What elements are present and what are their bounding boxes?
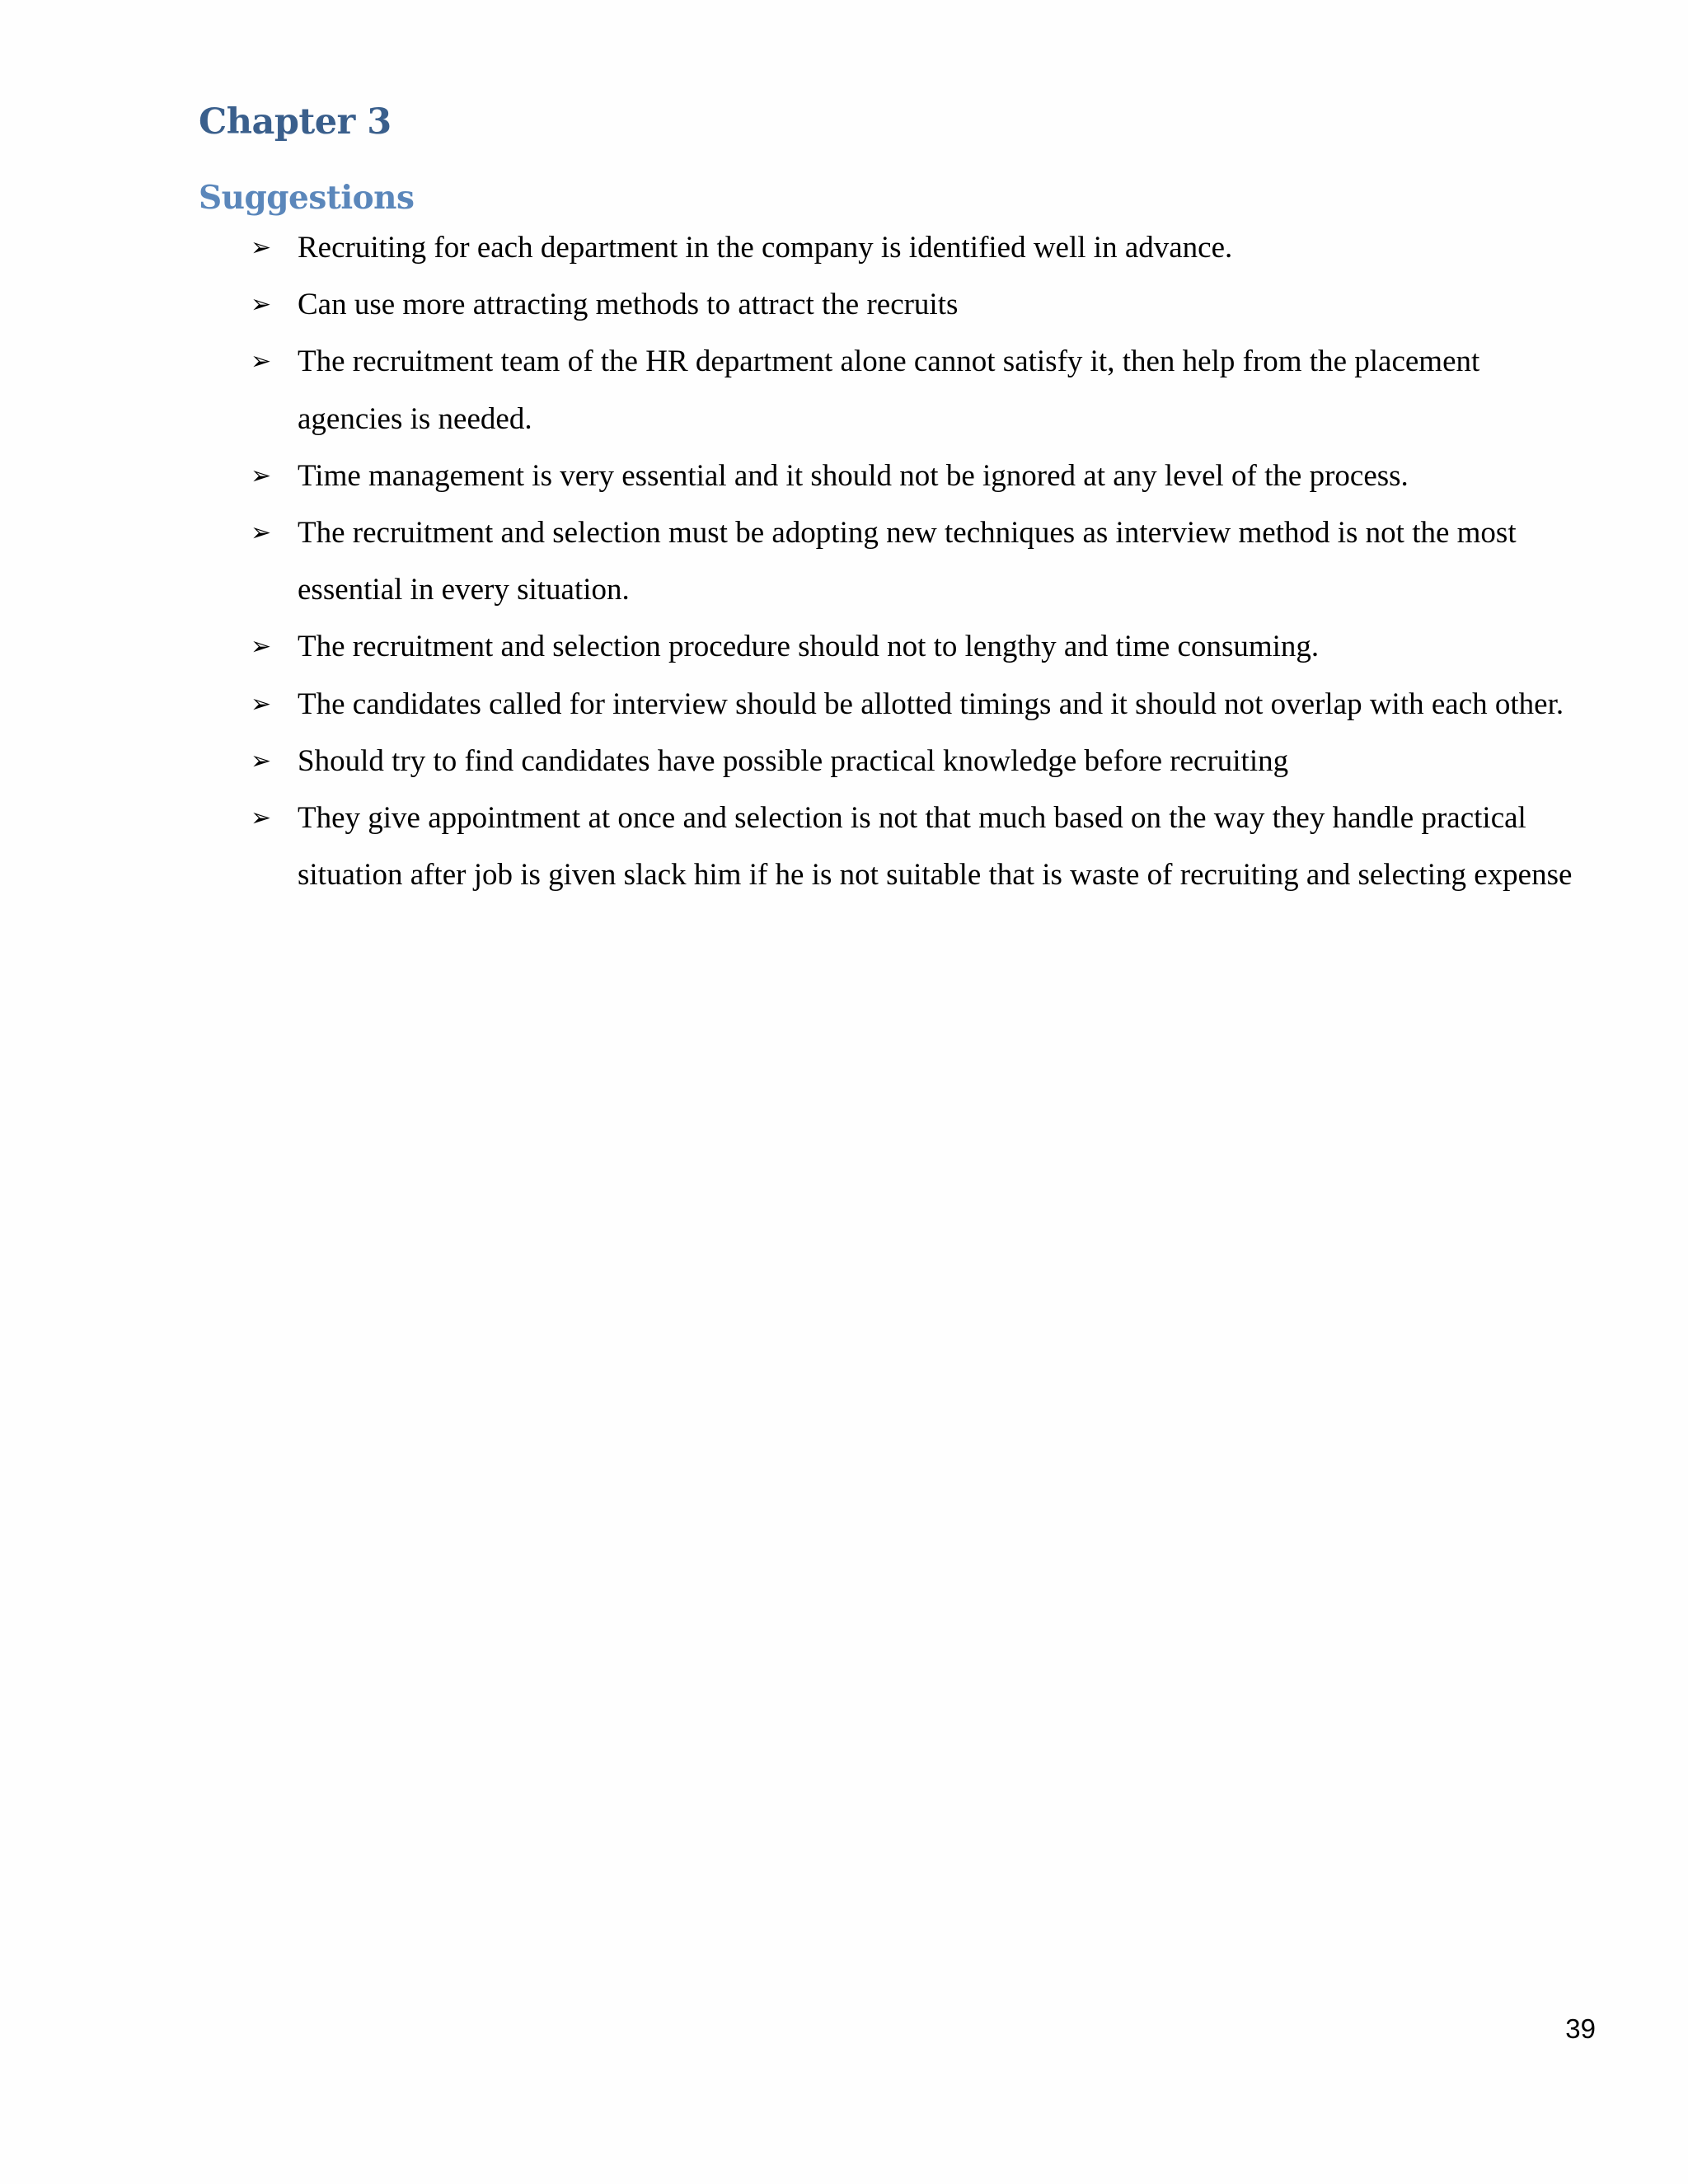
list-item-text: They give appointment at once and selection is not that much based on the way they handle practical situation after job is given slack him if he is not suitable that is waste of recruiting and selecting expense <box>298 801 1573 893</box>
list-item-text: Recruiting for each department in the company is identified well in advance. <box>298 231 1233 265</box>
arrowhead-bullet-icon: ➢ <box>251 290 272 320</box>
arrowhead-bullet-icon: ➢ <box>251 804 272 833</box>
arrowhead-bullet-icon: ➢ <box>251 746 272 776</box>
list-item-text: The recruitment and selection procedure should not to lengthy and time consuming. <box>298 630 1320 664</box>
suggestion-list <box>247 219 1582 903</box>
arrowhead-bullet-icon: ➢ <box>251 518 272 548</box>
list-item-text: The recruitment team of the HR department alone cannot satisfy it, then help from the placement agencies is needed. <box>298 344 1480 436</box>
arrowhead-bullet-icon: ➢ <box>251 461 272 490</box>
arrowhead-bullet-icon: ➢ <box>251 233 272 262</box>
arrowhead-bullet-icon: ➢ <box>251 689 272 719</box>
arrowhead-bullet-icon: ➢ <box>251 632 272 662</box>
list-item-text: The candidates called for interview should be allotted timings and it should not overlap with each other. <box>298 687 1564 721</box>
list-item <box>247 676 1582 733</box>
section-title: Suggestions <box>199 179 415 217</box>
list-item <box>247 790 1582 903</box>
list-item <box>247 219 1582 276</box>
list-item <box>247 733 1582 790</box>
page-number: 39 <box>1565 2013 1596 2044</box>
list-item-text: Should try to find candidates have possible practical knowledge before recruiting <box>298 743 1289 778</box>
list-item <box>247 276 1582 333</box>
list-item <box>247 333 1582 447</box>
list-item <box>247 618 1582 675</box>
list-item-text: Time management is very essential and it should not be ignored at any level of the process. <box>298 458 1409 493</box>
list-item <box>247 504 1582 618</box>
list-item <box>247 448 1582 504</box>
list-item-text: The recruitment and selection must be adopting new techniques as interview method is not the most essential in every situation. <box>298 516 1517 607</box>
chapter-title: Chapter 3 <box>199 101 392 143</box>
arrowhead-bullet-icon: ➢ <box>251 347 272 377</box>
list-item-text: Can use more attracting methods to attract the recruits <box>298 288 959 322</box>
